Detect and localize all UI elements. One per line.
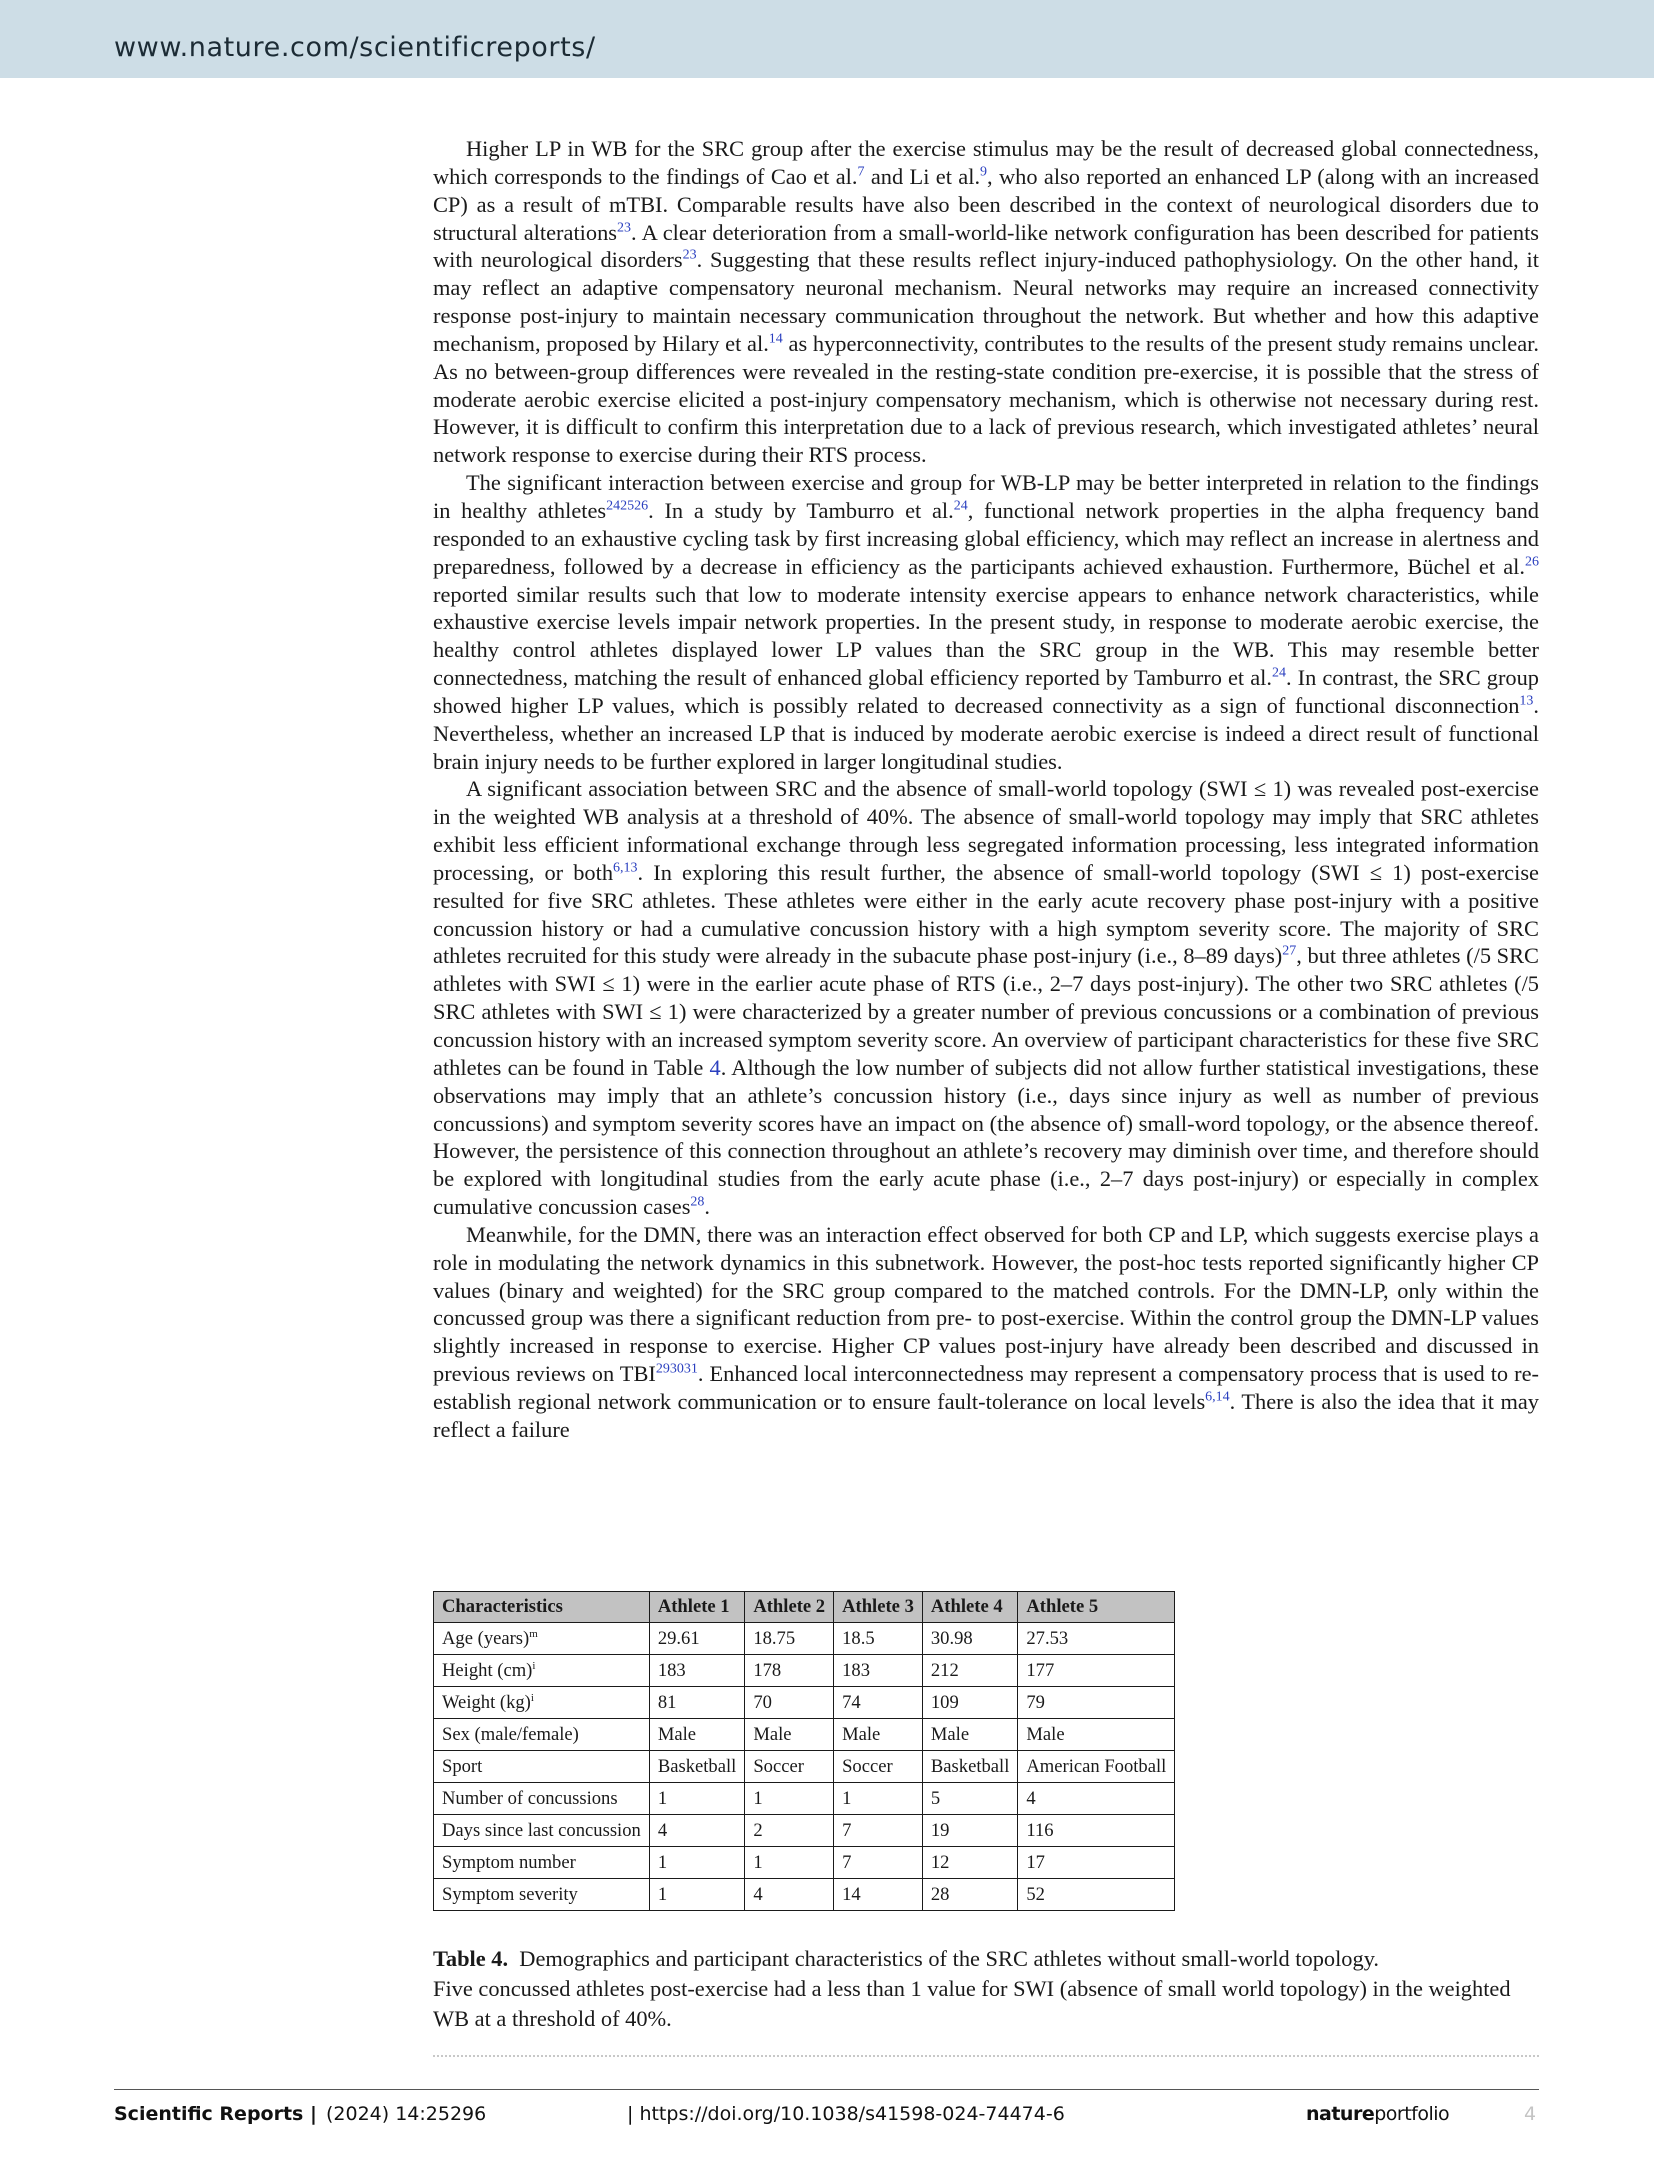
article-body [433, 135, 1539, 1444]
table-row [434, 1879, 1175, 1911]
table-row [434, 1815, 1175, 1847]
row-label: Sex (male/female) [442, 1723, 579, 1745]
paragraph-text: . Suggesting that these results reflect injury-induced pathophysiology. On the other hand, it may reflect an adaptive compensatory neuronal mechanism. Neural networks may require an increased connectivity response post-injury to maintain necessary communication throughout the network. But whether and how this adaptive mechanism, proposed by Hilary et al. [433, 247, 1539, 356]
row-label-cell [434, 1687, 650, 1719]
paragraph-text: . There is also the idea that it may reflect a failure [433, 1388, 1539, 1442]
table-cell: 52 [1018, 1879, 1175, 1911]
table-cell: Male [745, 1719, 834, 1751]
table-cell: 18.5 [834, 1623, 923, 1655]
paragraph-text: . A clear deterioration from a small-world-like network configuration has been described for patients with neurological disorders [433, 219, 1539, 273]
paragraph-text: . Nevertheless, whether an increased LP that is induced by moderate aerobic exercise is indeed a direct result of functional brain injury needs to be further explored in larger longitudinal studies. [433, 692, 1539, 774]
table-cell: 1 [649, 1847, 745, 1879]
table-cell: 14 [834, 1879, 923, 1911]
paragraph-text: , but three athletes (/5 SRC athletes with SWI ≤ 1) were in the earlier acute phase of RTS (i.e., 2–7 days post-injury). The other two SRC athletes (/5 SRC athletes with SWI ≤ 1) were characterized by a greater number of previous concussions or a combination of previous concussion history with an increased symptom severity score. An overview of participant characteristics for these five SRC athletes can be found in Table [433, 943, 1539, 1080]
table-header-cell: Athlete 5 [1018, 1592, 1175, 1623]
publisher-logo-light: portfolio [1374, 2103, 1450, 2125]
paragraph [433, 135, 1539, 469]
row-label-footnote: i [532, 1659, 536, 1672]
table-cell: 2 [745, 1815, 834, 1847]
table-row [434, 1847, 1175, 1879]
table-header-cell: Characteristics [434, 1592, 650, 1623]
citation-link[interactable]: 14 [768, 331, 783, 347]
table-cell: Basketball [922, 1751, 1018, 1783]
footer-doi-link[interactable]: | https://doi.org/10.1038/s41598-024-74474-6 [627, 2103, 1065, 2125]
table-cell: 28 [922, 1879, 1018, 1911]
table-header-row [434, 1592, 1175, 1623]
table-cell: 212 [922, 1655, 1018, 1687]
paragraph-text: , who also reported an enhanced LP (along with an increased CP) as a result of mTBI. Comparable results have also been described in the context of neurological disorders due to structural alterations [433, 163, 1539, 245]
table-cell: 5 [922, 1783, 1018, 1815]
paragraph-text: . In contrast, the SRC group showed higher LP values, which is possibly related to decreased connectivity as a sign of functional disconnection [433, 665, 1539, 718]
row-label: Number of concussions [442, 1787, 618, 1809]
table-cell: 79 [1018, 1687, 1175, 1719]
table-body [434, 1623, 1175, 1911]
row-label-cell [434, 1783, 650, 1815]
table-cell: 1 [834, 1783, 923, 1815]
row-label: Sport [442, 1755, 483, 1777]
paragraph-text: . In a study by Tamburro et al. [648, 497, 954, 523]
paragraph-text: , functional network properties in the alpha frequency band responded to an exhaustive cycling task by first increasing global efficiency, which may reflect an increase in alertness and preparedness, followed by a decrease in efficiency as the participants achieved exhaustion. Furthermore, Büchel et al. [433, 497, 1539, 579]
paragraph-text: A significant association between SRC and the absence of small-world topology (SWI ≤ 1) was revealed post-exercise in the weighted WB analysis at a threshold of 40%. The absence of small-world topology may imply that SRC athletes exhibit less efficient informational exchange through less segregated information processing, less integrated information processing, or both [433, 776, 1539, 885]
table-header-cell: Athlete 1 [649, 1592, 745, 1623]
paragraph-text: Meanwhile, for the DMN, there was an interaction effect observed for both CP and LP, which suggests exercise plays a role in modulating the network dynamics in this subnetwork. However, the post-hoc tests reported significantly higher CP values (binary and weighted) for the SRC group compared to the matched controls. For the DMN-LP, only within the concussed group was there a significant reduction from pre- to post-exercise. Within the control group the DMN-LP values slightly increased in response to exercise. Higher CP values post-injury have already been described and discussed in previous reviews on TBI [433, 1221, 1539, 1387]
paragraph-text: as hyperconnectivity, contributes to the results of the present study remains unclear. As no between-group differences were revealed in the resting-state condition pre-exercise, it is possible that the stress of moderate aerobic exercise elicited a post-injury compensatory mechanism, which is otherwise not necessary during rest. However, it is difficult to confirm this interpretation due to a lack of previous research, which investigated athletes’ neural network response to exercise during their RTS process. [433, 330, 1539, 468]
table-cell: American Football [1018, 1751, 1175, 1783]
table-row [434, 1719, 1175, 1751]
caption-note: Five concussed athletes post-exercise had a less than 1 value for SWI (absence of small world topology) in the weighted WB at a threshold of 40%. [433, 1976, 1511, 2031]
table-row [434, 1783, 1175, 1815]
table-cell: 17 [1018, 1847, 1175, 1879]
citation-link[interactable]: 24 [953, 498, 968, 514]
table-cell: 1 [745, 1847, 834, 1879]
citation-link[interactable]: 23 [617, 220, 632, 236]
row-label-cell [434, 1623, 650, 1655]
table-row [434, 1751, 1175, 1783]
table-caption [433, 1944, 1539, 2034]
table-cell: 81 [649, 1687, 745, 1719]
table-cell: 4 [1018, 1783, 1175, 1815]
citation-link[interactable]: 7 [857, 164, 865, 180]
table-cell: 177 [1018, 1655, 1175, 1687]
citation-link[interactable]: 28 [690, 1194, 705, 1210]
table-cell: 74 [834, 1687, 923, 1719]
paragraph-text: . [704, 1194, 711, 1220]
table-row [434, 1623, 1175, 1655]
citation-link[interactable]: 24 [1271, 665, 1286, 681]
table-cell: 12 [922, 1847, 1018, 1879]
site-url[interactable]: www.nature.com/scientificreports/ [114, 32, 596, 63]
table-cell: 1 [745, 1783, 834, 1815]
row-label: Weight (kg) [442, 1691, 531, 1713]
row-label: Days since last concussion [442, 1819, 641, 1841]
table-cell: 109 [922, 1687, 1018, 1719]
row-label: Height (cm) [442, 1659, 533, 1681]
table-cell: Male [649, 1719, 745, 1751]
table-cell: 30.98 [922, 1623, 1018, 1655]
paragraph [433, 1221, 1539, 1444]
publisher-logo-bold: nature [1306, 2103, 1375, 2125]
paragraph-text: and Li et al. [864, 163, 981, 189]
paragraph-text: . Although the low number of subjects did not allow further statistical investigations, these observations may imply that an athlete’s concussion history (i.e., days since injury as well as number of previous concussions) and symptom severity scores have an impact on (the absence of) small-word topology, or the absence thereof. However, the persistence of this connection throughout an athlete’s recovery may diminish over time, and therefore should be explored with longitudinal studies from the early acute phase (i.e., 2–7 days post-injury) or especially in complex cumulative concussion cases [433, 1054, 1539, 1220]
table-cell: 116 [1018, 1815, 1175, 1847]
footer-divider [114, 2089, 1539, 2090]
citation-link[interactable]: 13 [1519, 693, 1534, 709]
footer-journal: Scientific Reports | [114, 2103, 317, 2125]
table-cell: 70 [745, 1687, 834, 1719]
citation-link[interactable]: 6,13 [613, 860, 638, 876]
table-row [434, 1655, 1175, 1687]
citation-link[interactable]: 26 [1525, 554, 1539, 570]
caption-title: Demographics and participant characteristics of the SRC athletes without small-world topology. [519, 1946, 1380, 1971]
row-label: Symptom number [442, 1851, 576, 1873]
dotted-divider [433, 2055, 1539, 2057]
table-cell: 178 [745, 1655, 834, 1687]
paragraph [433, 775, 1539, 1221]
row-label-cell [434, 1815, 650, 1847]
paragraph [433, 469, 1539, 775]
table-header-cell: Athlete 4 [922, 1592, 1018, 1623]
table-cell: Basketball [649, 1751, 745, 1783]
table-cell: 29.61 [649, 1623, 745, 1655]
table-cell: 7 [834, 1847, 923, 1879]
paragraph-text: The significant interaction between exercise and group for WB-LP may be better interpreted in relation to the findings in healthy athletes [433, 470, 1539, 523]
table-cell: Soccer [745, 1751, 834, 1783]
citation-link[interactable]: 9 [980, 164, 988, 180]
table-cell: 1 [649, 1783, 745, 1815]
paragraph-text: . In exploring this result further, the absence of small-world topology (SWI ≤ 1) post-exercise resulted for five SRC athletes. These athletes were either in the early acute recovery phase post-injury with a positive concussion history or had a cumulative concussion history with a high symptom severity score. The majority of SRC athletes recruited for this study were already in the subacute phase post-injury (i.e., 8–89 days) [433, 859, 1539, 969]
row-label: Age (years) [442, 1627, 530, 1649]
footer-volume: (2024) 14:25296 [326, 2103, 487, 2125]
table-4 [433, 1591, 1175, 1911]
table-row [434, 1687, 1175, 1719]
table-cell: 4 [745, 1879, 834, 1911]
table-cell: 27.53 [1018, 1623, 1175, 1655]
row-label-cell [434, 1879, 650, 1911]
table-cell: 18.75 [745, 1623, 834, 1655]
table-cell: 4 [649, 1815, 745, 1847]
table-header-cell: Athlete 2 [745, 1592, 834, 1623]
row-label-cell [434, 1655, 650, 1687]
row-label-footnote: m [529, 1627, 538, 1640]
table-reference-link[interactable]: 4 [709, 1054, 721, 1080]
paragraph-text: Higher LP in WB for the SRC group after the exercise stimulus may be the result of decreased global connectedness, which corresponds to the findings of Cao et al. [433, 136, 1539, 189]
citation-link[interactable]: 6,14 [1205, 1389, 1230, 1405]
row-label: Symptom severity [442, 1883, 578, 1905]
table-cell: Male [1018, 1719, 1175, 1751]
caption-label: Table 4. [433, 1946, 509, 1971]
citation-link[interactable]: 293031 [655, 1361, 698, 1377]
row-label-cell [434, 1847, 650, 1879]
publisher-logo [1306, 2103, 1449, 2125]
citation-link[interactable]: 27 [1282, 944, 1297, 959]
paragraph-text: reported similar results such that low to moderate intensity exercise appears to enhance network characteristics, while exhaustive exercise levels impair network properties. In the present study, in response to moderate aerobic exercise, the healthy control athletes displayed lower LP values than the SRC group in the WB. This may resemble better connectedness, matching the result of enhanced global efficiency reported by Tamburro et al. [433, 581, 1539, 691]
table-cell: Male [834, 1719, 923, 1751]
table-header-cell: Athlete 3 [834, 1592, 923, 1623]
table-cell: 183 [649, 1655, 745, 1687]
paragraph-text: . Enhanced local interconnectedness may represent a compensatory process that is used to re-establish regional network communication or to ensure fault-tolerance on local levels [433, 1361, 1540, 1414]
table-cell: 1 [649, 1879, 745, 1911]
table-cell: Soccer [834, 1751, 923, 1783]
table-cell: 19 [922, 1815, 1018, 1847]
citation-link[interactable]: 23 [682, 247, 697, 263]
citation-link[interactable]: 242526 [606, 498, 649, 514]
table-cell: Male [922, 1719, 1018, 1751]
row-label-cell [434, 1751, 650, 1783]
table-cell: 183 [834, 1655, 923, 1687]
table-cell: 7 [834, 1815, 923, 1847]
page-number: 4 [1524, 2103, 1537, 2125]
row-label-cell [434, 1719, 650, 1751]
row-label-footnote: i [530, 1691, 534, 1704]
